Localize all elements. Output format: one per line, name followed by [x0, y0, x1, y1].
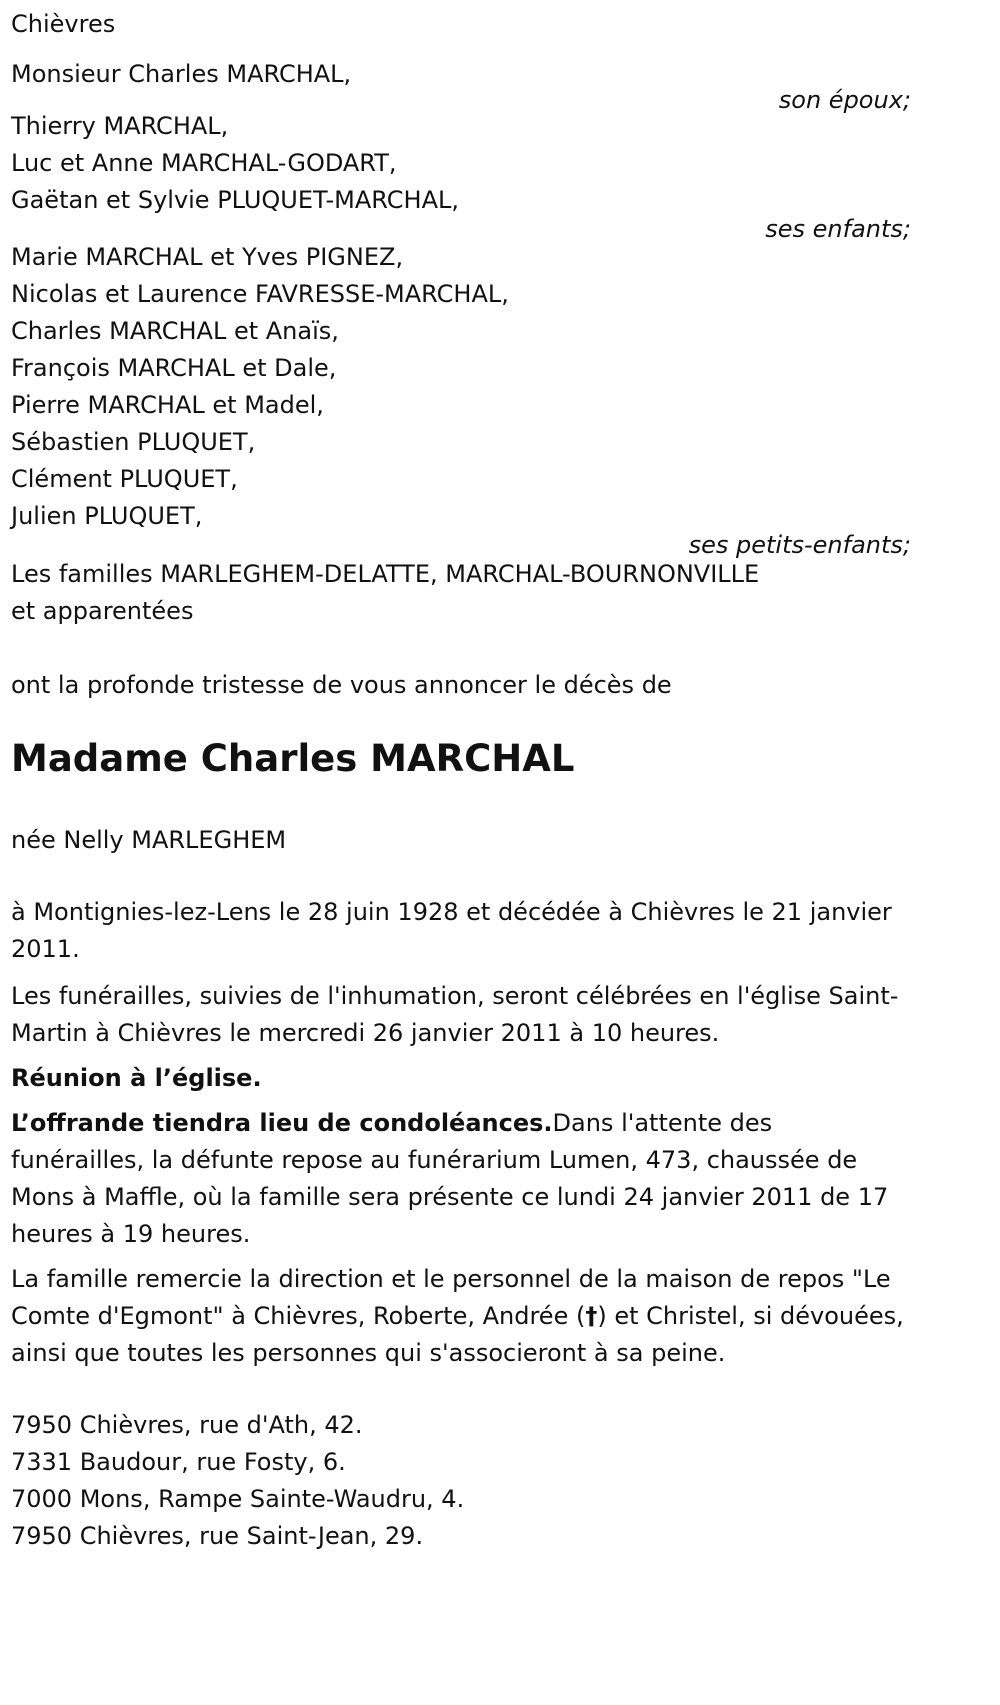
grandchild-name: Pierre MARCHAL et Madel,: [11, 391, 324, 419]
families-line: et apparentées: [11, 597, 194, 625]
children-role: ses enfants;: [765, 215, 911, 243]
spouse-role: son époux;: [778, 86, 911, 114]
announcement-text: ont la profonde tristesse de vous annoncer le décès de: [11, 671, 672, 699]
child-name: Thierry MARCHAL,: [11, 112, 229, 140]
grandchild-name: Sébastien PLUQUET,: [11, 428, 256, 456]
funeral-paragraph: Les funérailles, suivies de l'inhumation, seront célébrées en l'église Saint-Martin à Chièvres le mercredi 26 janvier 2011 à 10 heures.: [11, 982, 899, 1047]
offering-bold-text: L’offrande tiendra lieu de condoléances.: [11, 1109, 553, 1137]
town-heading: [11, 4, 115, 44]
child-name: Gaëtan et Sylvie PLUQUET-MARCHAL,: [11, 186, 459, 214]
address-line: 7950 Chièvres, rue d'Ath, 42.: [11, 1411, 363, 1439]
page-title: Madame Charles MARCHAL: [11, 737, 575, 780]
grandchildren-role: ses petits-enfants;: [688, 531, 911, 559]
town-text: Chièvres: [11, 10, 116, 38]
deceased-name: [11, 734, 574, 784]
grandchild-name: Marie MARCHAL et Yves PIGNEZ,: [11, 243, 404, 271]
grandchild-name: Charles MARCHAL et Anaïs,: [11, 317, 339, 345]
address-line: 7331 Baudour, rue Fosty, 6.: [11, 1448, 346, 1476]
address-line: 7950 Chièvres, rue Saint-Jean, 29.: [11, 1522, 424, 1550]
thanks-text-before: La famille remercie la direction et le personnel de la maison de repos "Le Comte d'Egmont" à Chièvres, Roberte, Andrée (: [11, 1265, 891, 1330]
grandchild-name: Nicolas et Laurence FAVRESSE-MARCHAL,: [11, 280, 509, 308]
grandchild-name: Julien PLUQUET,: [11, 502, 203, 530]
spouse-name: Monsieur Charles MARCHAL,: [11, 60, 352, 88]
address-line: 7000 Mons, Rampe Sainte-Waudru, 4.: [11, 1485, 465, 1513]
addresses-section: [11, 1407, 911, 1555]
birth-name-text: née Nelly MARLEGHEM: [11, 826, 287, 854]
grandchild-name: Clément PLUQUET,: [11, 465, 238, 493]
offering-paragraph: [11, 1105, 911, 1253]
meeting-paragraph: Réunion à l’église.: [11, 1064, 262, 1092]
cross-icon: †: [585, 1302, 598, 1330]
grandchild-name: François MARCHAL et Dale,: [11, 354, 337, 382]
spouse-section: [11, 54, 911, 116]
announcement: [11, 665, 672, 705]
thanks-text-after: ) et Christel, si dévouées, ainsi que toutes les personnes qui s'associeront à sa peine.: [11, 1302, 904, 1367]
offering-text: Dans l'attente des funérailles, la défunte repose au funérarium Lumen, 473, chaussée de Mons à Maffle, où la famille sera présente ce lundi 24 janvier 2011 de 17 heures à 19 heures.: [11, 1109, 889, 1248]
details-section: [11, 894, 911, 1372]
families-section: [11, 556, 911, 630]
thanks-paragraph: [11, 1261, 911, 1372]
child-name: Luc et Anne MARCHAL-GODART,: [11, 149, 397, 177]
dates-paragraph: à Montignies-lez-Lens le 28 juin 1928 et décédée à Chièvres le 21 janvier 2011.: [11, 898, 892, 963]
grandchildren-section: [11, 239, 911, 561]
children-section: [11, 108, 911, 245]
families-line: Les familles MARLEGHEM-DELATTE, MARCHAL-BOURNONVILLE: [11, 560, 760, 588]
birth-name: [11, 820, 286, 860]
